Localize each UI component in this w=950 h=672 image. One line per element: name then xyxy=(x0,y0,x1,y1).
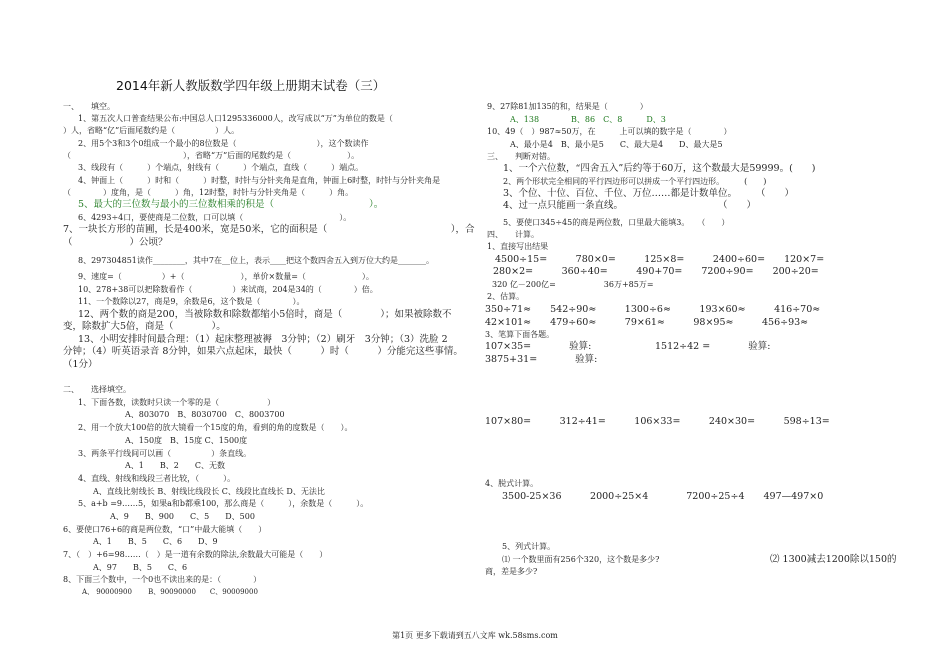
right-line-22: 107×80= 312÷41= 106×33= 240×30= 598÷13= xyxy=(485,416,830,427)
left-line-32: 6、要使口76+6的商是两位数，“口”中最大能填（ ） xyxy=(63,525,267,534)
right-line-5: 1、一个六位数，“四舍五入”后约等于60万，这个数最大是59999。( ) xyxy=(503,163,816,174)
right-line-27: ⑵ 1300减去1200除以150的 xyxy=(770,554,897,565)
right-line-7: 3、个位、十位、百位、千位、万位……都是计数单位。 （ ） xyxy=(503,188,795,199)
right-line-0: 9、27除81加135的和，结果是（ ） xyxy=(487,102,648,111)
right-line-19: 107×35= 验算: xyxy=(485,341,592,352)
left-line-28: 4、直线、射线和线段三者比较，（ ）。 xyxy=(78,474,236,483)
page-title: 2014年新人教版数学四年级上册期末试卷（三） xyxy=(116,78,386,93)
left-line-24: 2、用一个放大100倍的放大镜看一个15度的角，看到的角的度数是（ ）。 xyxy=(78,423,353,432)
left-line-29: A、直线比射线长 B、射线比线段长 C、线段比直线长 D、无法比 xyxy=(93,487,325,496)
left-line-16: 12、两个数的商是200，当被除数和除数都缩小5倍时，商是（ ）；如果被除数不 xyxy=(78,309,452,320)
right-line-2: 10、49（ ）987≈50万，在 上可以填的数字是（ ） xyxy=(487,127,732,136)
left-line-35: A、97 B、5 C、6 xyxy=(93,563,188,572)
right-line-24: 3500-25×36 2000÷25×4 7200÷25÷4 497—497×0 xyxy=(502,491,824,502)
left-line-23: A、803070 B、8030700 C、8003700 xyxy=(125,410,285,419)
right-line-3: A、最小是4 B、最小是5 C、最大是4 D、最大是5 xyxy=(510,140,723,149)
left-line-9: 6、4293÷4口，要使商是二位数，口可以填（ ）。 xyxy=(78,213,352,222)
left-line-2: ）人，省略“亿”后面尾数约是（ ）人。 xyxy=(63,126,240,135)
left-line-14: 10、278+38可以把除数看作（ ）来试商，204是34的（ ）倍。 xyxy=(78,285,378,294)
left-line-10: 7、一块长方形的苗圃，长是400米，宽是50米，它的面积是（ ），合 xyxy=(63,224,475,235)
right-line-25: 5、列式计算。 xyxy=(502,542,556,551)
right-line-12: 4500÷15= 780×0= 125×8= 2400÷60= 120×7= xyxy=(495,254,825,265)
left-line-1: 1、第五次人口普查结果公布:中国总人口1295336000人，改写成以“万”为单位的数是（ xyxy=(78,114,393,123)
left-line-33: A、1 B、5 C、6 D、9 xyxy=(93,537,218,546)
left-line-36: 8、下面三个数中，一个0也不读出来的是：（ ） xyxy=(63,575,262,584)
right-line-14: 320 亿－200亿= 36万+85万= xyxy=(492,280,654,289)
right-line-18: 3、笔算下面各题。 xyxy=(485,330,555,339)
left-line-34: 7、（ ）+6=98……（ ）是一道有余数的除法,余数最大可能是（ ） xyxy=(63,550,328,559)
right-line-23: 4、脱式计算。 xyxy=(485,479,539,488)
right-line-9: 5、要使口345÷45的商是两位数，口里最大能填3。 （ ） xyxy=(503,218,730,227)
right-line-13: 280×2= 360÷40= 490+70= 7200÷90= 200÷20= xyxy=(493,266,819,277)
right-line-6: 2、两个形状完全相同的平行四边形可以拼成一个平行四边形。 ( ) xyxy=(503,177,767,186)
left-line-17: 变，除数扩大5倍，商是（ ）。 xyxy=(63,321,226,332)
right-line-10: 四、 计算。 xyxy=(487,230,539,239)
left-line-4: （ ），省略“万”后面的尾数约是（ ）。 xyxy=(63,151,360,160)
left-line-15: 11、一个数除以27，商是9，余数是6，这个数是（ ）。 xyxy=(78,297,305,306)
right-line-17: 42×101≈ 479÷60≈ 79×61≈ 98×95≈ 456÷93≈ xyxy=(485,317,809,328)
right-line-26: ⑴ 一个数里面有256个320，这个数是多少? xyxy=(502,555,660,564)
right-line-15: 2、估算。 xyxy=(487,292,525,301)
left-line-21: 二、 选择填空。 xyxy=(63,385,131,394)
left-line-13: 9、速度=（ ）+（ ），单价×数量=（ ）。 xyxy=(78,272,374,281)
left-line-22: 1、下面各数，读数时只读一个零的是（ ） xyxy=(78,398,276,407)
left-line-31: A、9 B、900 C、5 D、500 xyxy=(110,512,255,521)
right-line-16: 350÷71≈ 542÷90≈ 1300÷6≈ 193×60≈ 416÷70≈ xyxy=(485,304,821,315)
left-line-19: 分钟；（4）听英语录音 8分钟，如果六点起床，最快（ ）时（ ）分能完这些事情。 xyxy=(63,346,463,357)
left-line-7: （ ）度角，是（ ）角，12时整，时针与分针夹角是（ ）角。 xyxy=(63,188,354,197)
right-line-20: 1512÷42 = 验算: xyxy=(655,341,771,352)
right-line-28: 商，差是多少? xyxy=(485,567,538,576)
left-line-12: 8、297304851读作________，其中7在__位上，表示____把这个数四舍五入到万位大约是_______。 xyxy=(78,256,434,265)
left-line-37: A、 90000900 B、90090000 C、90009000 xyxy=(82,588,258,596)
left-line-26: 3、两条平行线间可以画（ ）条直线。 xyxy=(78,449,252,458)
left-line-5: 3、线段有（ ）个端点，射线有（ ）个端点，直线（ ）端点。 xyxy=(78,163,364,172)
left-line-6: 4、钟面上（ ）时和（ ）时整，时针与分针夹角是直角，钟面上6时整，时针与分针夹角是 xyxy=(78,176,441,185)
right-line-4: 三、 判断对错。 xyxy=(487,152,555,161)
left-line-30: 5、a+b =9……5，如果a和b都乘100，那么商是（ ），余数是（ ）。 xyxy=(78,499,369,508)
left-line-18: 13、小明安排时间最合理：（1）起床整理被褥 3分钟；（2）刷牙 3分钟；（3）洗脸 2 xyxy=(78,334,448,345)
right-line-21: 3875+31= 验算: xyxy=(485,354,598,365)
left-line-20: （1分） xyxy=(63,359,98,370)
right-line-1: A、138 B、86 C、8 D、3 xyxy=(510,115,666,124)
page-footer: 第1页 更多下载请到五八文库 wk.58sms.com xyxy=(392,631,558,640)
left-line-25: A、150度 B、15度 C、1500度 xyxy=(125,436,248,445)
left-line-27: A、1 B、2 C、无数 xyxy=(125,461,225,470)
left-line-8: 5、最大的三位数与最小的三位数相乘的积是（ ）。 xyxy=(78,199,384,210)
left-line-11: （ ）公顷？ xyxy=(63,237,168,248)
right-line-11: 1、直接写出结果 xyxy=(487,242,549,251)
left-line-0: 一、 填空。 xyxy=(63,102,115,111)
left-line-3: 2、用5个3和3个0组成一个最小的8位数是（ ），这个数读作 xyxy=(78,139,369,148)
right-line-8: 4、过一点只能画一条直线。 （ ） xyxy=(503,200,757,211)
